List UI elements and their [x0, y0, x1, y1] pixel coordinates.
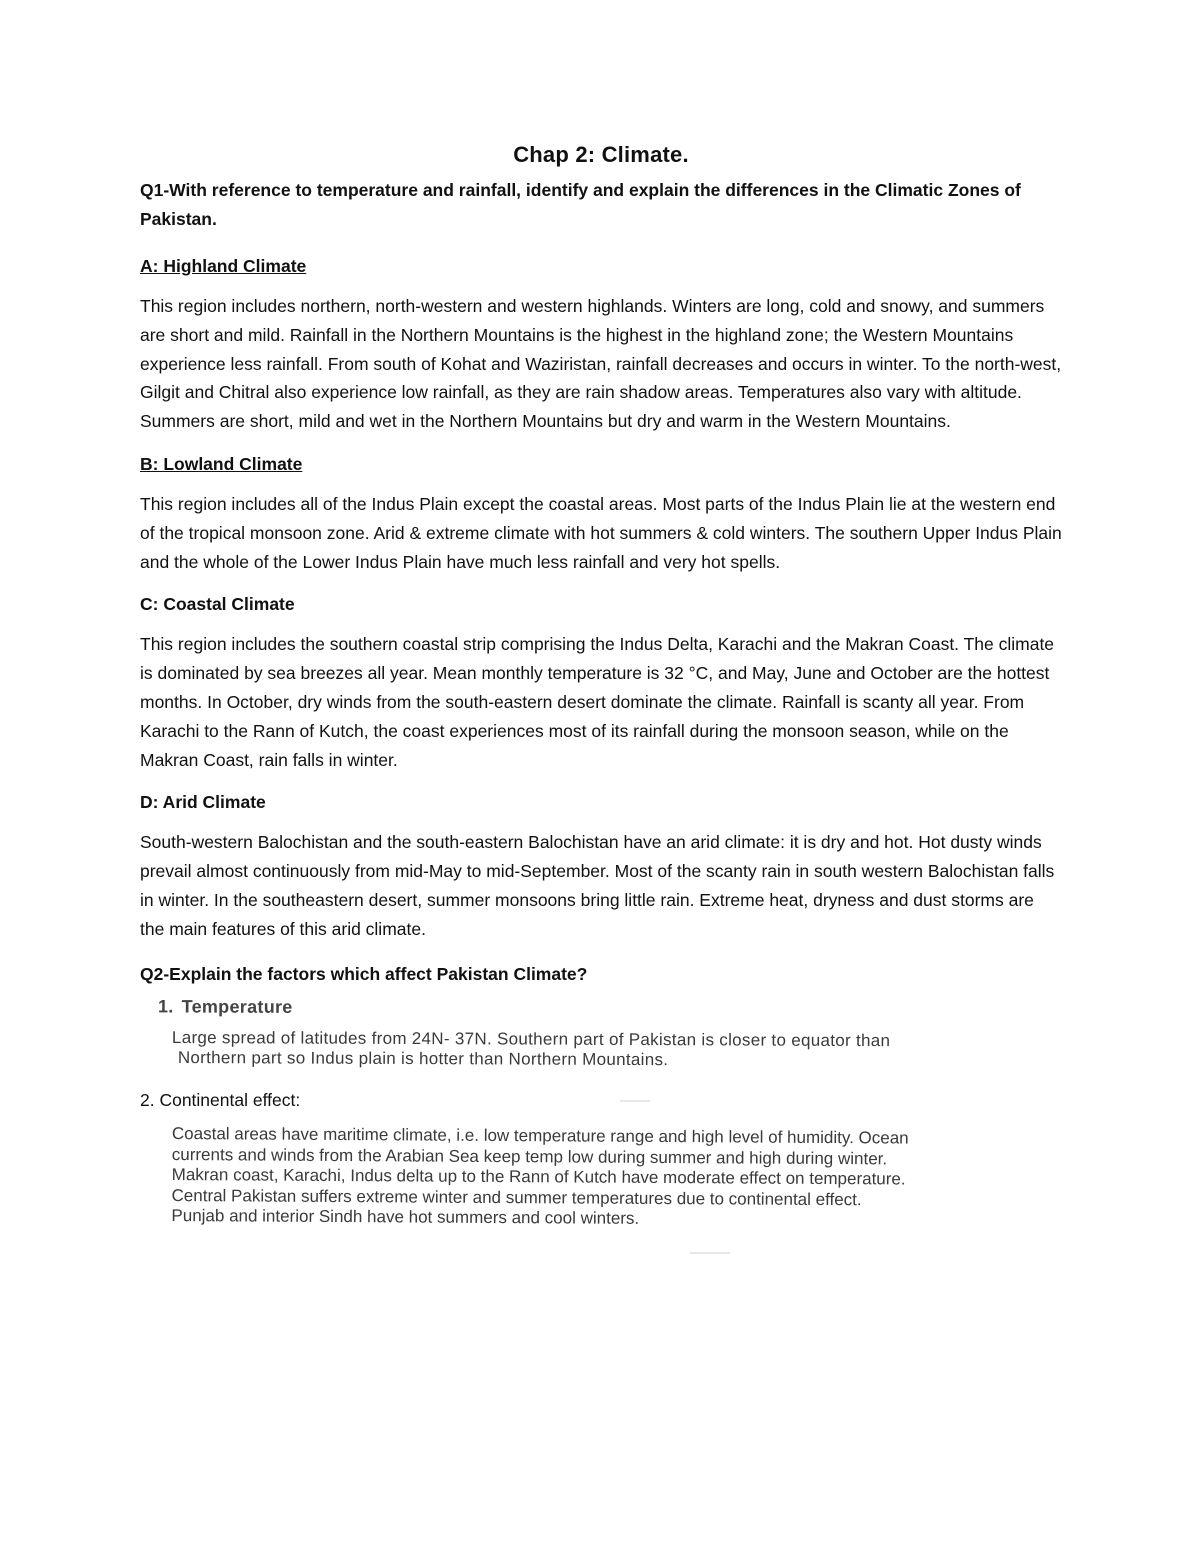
- scanned-factor-temperature: [140, 995, 1062, 1069]
- question-1: Q1-With reference to temperature and rainfall, identify and explain the differences in the Climatic Zones of Pakistan.: [140, 180, 1021, 229]
- factor-heading: [158, 996, 1062, 1019]
- section-heading-text: B: Lowland Climate: [140, 453, 303, 474]
- question-2: Q2-Explain the factors which affect Pakistan Climate?: [140, 963, 588, 984]
- section-heading-lowland: [140, 452, 1062, 476]
- document-page: [140, 142, 1062, 1226]
- scan-artifact: [620, 1100, 650, 1102]
- factor-number: 1.: [157, 995, 174, 1017]
- scan-artifact: [690, 1252, 730, 1254]
- section-heading-text: A: Highland Climate: [140, 256, 307, 276]
- factor-line: currents and winds from the Arabian Sea keep temp low during summer and high during winter.: [171, 1144, 888, 1168]
- factor-line: Makran coast, Karachi, Indus delta up to the Rann of Kutch have moderate effect on temperature.: [171, 1164, 906, 1189]
- section-text-coastal: This region includes the southern coastal strip comprising the Indus Delta, Karachi and the Makran Coast. The climate is dominated by sea breezes all year. Mean monthly temperature is 32 °C, and May, June and October are the hottest months. In October, dry winds from the south-eastern desert dominate the climate. Rainfall is scanty all year. From Karachi to the Rann of Kutch, the coast experiences most of its rainfall during the monsoon season, while on the Makran Coast, rain falls in winter.: [140, 634, 1055, 770]
- factor-line: Coastal areas have maritime climate, i.e. low temperature range and high level of humidity. Ocean: [171, 1123, 909, 1148]
- page-title: Chap 2: Climate.: [513, 142, 689, 167]
- factor-line: Large spread of latitudes from 24N- 37N. Southern part of Pakistan is closer to equator than: [171, 1027, 891, 1050]
- factor-line: Central Pakistan suffers extreme winter and summer temperatures due to continental effect.: [171, 1185, 862, 1209]
- section-text-highland: This region includes northern, north-western and western highlands. Winters are long, cold and snowy, and summers are short and mild. Rainfall in the Northern Mountains is the highest in the highland zone; the Western Mountains experience less rainfall. From south of Kohat and Waziristan, rainfall decreases and occurs in winter. To the north-west, Gilgit and Chitral also experience low rainfall, as they are rain shadow areas. Temperatures also vary with altitude. Summers are short, mild and wet in the Northern Mountains but dry and warm in the Western Mountains.: [140, 296, 1062, 432]
- section-heading-coastal: C: Coastal Climate: [140, 594, 295, 615]
- section-heading-highland: [140, 254, 1062, 278]
- section-text-lowland: This region includes all of the Indus Plain except the coastal areas. Most parts of the Indus Plain lie at the western end of the tropical monsoon zone. Arid & extreme climate with hot summers & cold winters. The southern Upper Indus Plain and the whole of the Lower Indus Plain have much less rainfall and very hot spells.: [140, 493, 1062, 572]
- section-text-arid: South-western Balochistan and the south-eastern Balochistan have an arid climate: it is dry and hot. Hot dusty winds prevail almost continuously from mid-May to mid-September. Most of the scanty rain in south western Balochistan falls in winter. In the southeastern desert, summer monsoons bring little rain. Extreme heat, dryness and dust storms are the main features of this arid climate.: [140, 832, 1055, 939]
- section-heading-arid: D: Arid Climate: [140, 792, 266, 813]
- factor-line: Northern part so Indus plain is hotter than Northern Mountains.: [177, 1047, 669, 1069]
- factor-text: [172, 1028, 1042, 1072]
- factor-heading-text: Temperature: [181, 996, 293, 1017]
- scanned-factor-continental: [171, 1124, 1040, 1232]
- factor-2-label: 2. Continental effect:: [140, 1089, 301, 1110]
- factor-line: Punjab and interior Sindh have hot summers and cool winters.: [171, 1205, 640, 1228]
